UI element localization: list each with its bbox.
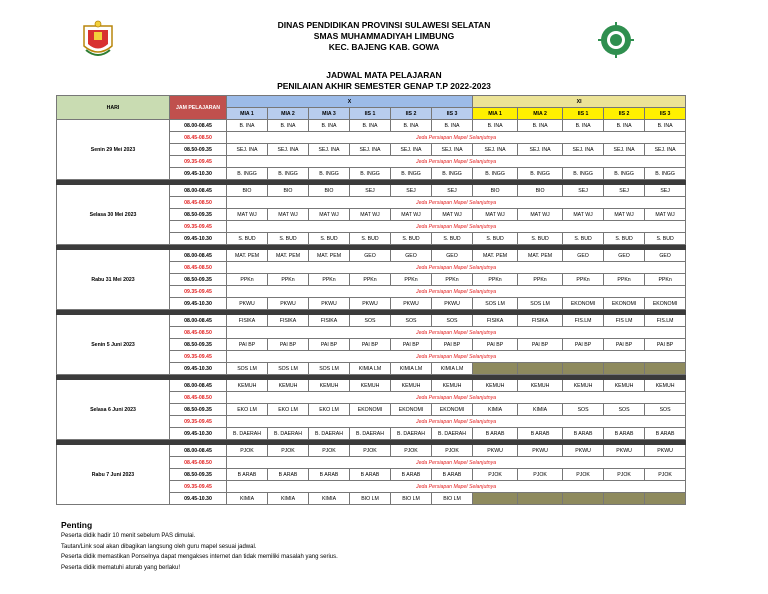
subject-cell: MAT WJ	[350, 209, 391, 221]
time-slot: 08.45-08.50	[170, 392, 227, 404]
empty-cell	[518, 493, 563, 505]
time-slot: 08.45-08.50	[170, 132, 227, 144]
exam-title: PENILAIAN AKHIR SEMESTER GENAP T.P 2022-2023	[277, 81, 491, 91]
subject-cell: EKO LM	[309, 404, 350, 416]
schedule-row	[57, 315, 686, 327]
subject-cell: S. BUD	[309, 233, 350, 245]
time-slot: 08.00-08.45	[170, 120, 227, 132]
subject-cell: PJOK	[518, 469, 563, 481]
subject-cell: PPKn	[473, 274, 518, 286]
subject-cell: KIMIA	[309, 493, 350, 505]
empty-cell	[518, 363, 563, 375]
empty-cell	[473, 493, 518, 505]
subject-cell: PPKn	[391, 274, 432, 286]
subject-cell: S. BUD	[268, 233, 309, 245]
class-header: IIS 3	[645, 108, 686, 120]
class-header: IIS 2	[604, 108, 645, 120]
subject-cell: SEJ	[604, 185, 645, 197]
subject-cell: PAI BP	[645, 339, 686, 351]
subject-cell: PAI BP	[518, 339, 563, 351]
subject-cell: EKO LM	[227, 404, 268, 416]
time-slot: 09.35-09.45	[170, 416, 227, 428]
notes-section	[61, 519, 338, 573]
subject-cell: FISIKA	[473, 315, 518, 327]
time-slot: 08.45-08.50	[170, 262, 227, 274]
subject-cell: SEJ. INA	[432, 144, 473, 156]
subject-cell: FIS LM	[604, 315, 645, 327]
subject-cell: MAT WJ	[391, 209, 432, 221]
empty-cell	[645, 493, 686, 505]
subject-cell: SOS	[563, 404, 604, 416]
subject-cell: B. DAERAH	[350, 428, 391, 440]
subject-cell: B. INGG	[645, 168, 686, 180]
time-slot: 08.50-09.35	[170, 339, 227, 351]
subject-cell: BIO	[518, 185, 563, 197]
grade-x-header: X	[227, 96, 473, 108]
subject-cell: S. BUD	[432, 233, 473, 245]
subject-cell: SEJ. INA	[227, 144, 268, 156]
subject-cell: B. INGG	[473, 168, 518, 180]
subject-cell: KEMUH	[563, 380, 604, 392]
subject-cell: B. INA	[227, 120, 268, 132]
day-label: Selasa 6 Juni 2023	[57, 380, 170, 440]
subject-cell: SOS	[391, 315, 432, 327]
hari-header: HARI	[57, 96, 170, 120]
subject-cell: B. INGG	[227, 168, 268, 180]
time-slot: 09.35-09.45	[170, 286, 227, 298]
day-label: Selasa 30 Mei 2023	[57, 185, 170, 245]
subject-cell: MAT WJ	[563, 209, 604, 221]
subject-cell: PPKn	[227, 274, 268, 286]
subject-cell: B. INA	[518, 120, 563, 132]
subject-cell: MAT WJ	[645, 209, 686, 221]
subject-cell: MAT. PEM	[268, 250, 309, 262]
class-header: MIA 3	[309, 108, 350, 120]
subject-cell: B ARAB	[350, 469, 391, 481]
subject-cell: KIMIA	[518, 404, 563, 416]
subject-cell: SOS	[645, 404, 686, 416]
break-note: Jeda Persiapan Mapel Selanjutnya	[227, 262, 686, 274]
break-note: Jeda Persiapan Mapel Selanjutnya	[227, 197, 686, 209]
note-item: Peserta didik mematuhi aturab yang berlaku!	[61, 564, 181, 571]
subject-cell: SEJ	[391, 185, 432, 197]
time-slot: 09.45-10.30	[170, 493, 227, 505]
subject-cell: PPKn	[350, 274, 391, 286]
subject-cell: PKWU	[350, 298, 391, 310]
subject-cell: B. DAERAH	[227, 428, 268, 440]
subject-cell: BIO LM	[391, 493, 432, 505]
subject-cell: KIMIA LM	[350, 363, 391, 375]
subject-cell: PPKn	[432, 274, 473, 286]
subject-cell: GEO	[604, 250, 645, 262]
break-note: Jeda Persiapan Mapel Selanjutnya	[227, 351, 686, 363]
subject-cell: PKWU	[473, 445, 518, 457]
subject-cell: B ARAB	[227, 469, 268, 481]
empty-cell	[563, 493, 604, 505]
subject-cell: PKWU	[432, 298, 473, 310]
subject-cell: SEJ. INA	[350, 144, 391, 156]
subject-cell: GEO	[645, 250, 686, 262]
subject-cell: SOS LM	[473, 298, 518, 310]
time-slot: 09.45-10.30	[170, 233, 227, 245]
agency-name: DINAS PENDIDIKAN PROVINSI SULAWESI SELATAN	[277, 20, 491, 30]
time-slot: 08.45-08.50	[170, 327, 227, 339]
schedule-row	[57, 120, 686, 132]
subject-cell: B. INGG	[309, 168, 350, 180]
subject-cell: PKWU	[645, 445, 686, 457]
time-slot: 08.50-09.35	[170, 274, 227, 286]
subject-cell: PPKn	[268, 274, 309, 286]
subject-cell: SOS	[350, 315, 391, 327]
day-label: Rabu 31 Mei 2023	[57, 250, 170, 310]
class-header: IIS 1	[563, 108, 604, 120]
school-address: KEC. BAJENG KAB. GOWA	[328, 42, 440, 52]
subject-cell: SEJ	[645, 185, 686, 197]
subject-cell: SOS	[604, 404, 645, 416]
subject-cell: S. BUD	[645, 233, 686, 245]
subject-cell: B. DAERAH	[268, 428, 309, 440]
subject-cell: S. BUD	[604, 233, 645, 245]
subject-cell: BIO	[473, 185, 518, 197]
time-slot: 08.45-08.50	[170, 457, 227, 469]
subject-cell: B. INGG	[350, 168, 391, 180]
break-note: Jeda Persiapan Mapel Selanjutnya	[227, 286, 686, 298]
letterhead	[0, 20, 768, 53]
subject-cell: EKONOMI	[391, 404, 432, 416]
subject-cell: B. INGG	[432, 168, 473, 180]
schedule-body	[57, 120, 686, 505]
time-slot: 08.50-09.35	[170, 469, 227, 481]
subject-cell: GEO	[432, 250, 473, 262]
subject-cell: SEJ. INA	[604, 144, 645, 156]
subject-cell: B ARAB	[391, 469, 432, 481]
subject-cell: KIMIA	[473, 404, 518, 416]
subject-cell: FISIKA	[227, 315, 268, 327]
class-header: MIA 1	[227, 108, 268, 120]
note-item: Tautan/Link soal akan dibagikan langsung oleh guru mapel sesuai jadwal.	[61, 543, 257, 550]
subject-cell: PAI BP	[227, 339, 268, 351]
subject-cell: MAT WJ	[309, 209, 350, 221]
subject-cell: B. DAERAH	[432, 428, 473, 440]
subject-cell: SEJ	[350, 185, 391, 197]
day-label: Rabu 7 Juni 2023	[57, 445, 170, 505]
subject-cell: B ARAB	[645, 428, 686, 440]
subject-cell: B ARAB	[473, 428, 518, 440]
subject-cell: SEJ. INA	[268, 144, 309, 156]
subject-cell: FISIKA	[309, 315, 350, 327]
subject-cell: KEMUH	[645, 380, 686, 392]
jam-header: JAM PELAJARAN	[170, 96, 227, 120]
subject-cell: EKONOMI	[563, 298, 604, 310]
subject-cell: GEO	[391, 250, 432, 262]
subject-cell: B. INGG	[604, 168, 645, 180]
subject-cell: EKONOMI	[350, 404, 391, 416]
subject-cell: PAI BP	[563, 339, 604, 351]
exam-schedule-table	[56, 95, 686, 505]
subject-cell: S. BUD	[518, 233, 563, 245]
subject-cell: B ARAB	[604, 428, 645, 440]
class-header: IIS 1	[350, 108, 391, 120]
time-slot: 08.00-08.45	[170, 380, 227, 392]
subject-cell: B ARAB	[432, 469, 473, 481]
time-slot: 08.00-08.45	[170, 445, 227, 457]
time-slot: 08.50-09.35	[170, 404, 227, 416]
subject-cell: PJOK	[645, 469, 686, 481]
empty-cell	[473, 363, 518, 375]
subject-cell: S. BUD	[563, 233, 604, 245]
subject-cell: MAT WJ	[227, 209, 268, 221]
subject-cell: SOS	[432, 315, 473, 327]
class-header: IIS 2	[391, 108, 432, 120]
subject-cell: KEMUH	[432, 380, 473, 392]
subject-cell: EKONOMI	[645, 298, 686, 310]
subject-cell: KEMUH	[227, 380, 268, 392]
class-header: MIA 2	[268, 108, 309, 120]
note-item: Peserta didik memastikan Ponselnya dapat mengakses internet dan tidak memiliki masalah yang serius.	[61, 554, 338, 560]
subject-cell: B ARAB	[268, 469, 309, 481]
day-label: Senin 29 Mei 2023	[57, 120, 170, 180]
empty-cell	[645, 363, 686, 375]
subject-cell: PKWU	[604, 445, 645, 457]
subject-cell: PKWU	[563, 445, 604, 457]
time-slot: 09.45-10.30	[170, 363, 227, 375]
subject-cell: PPKn	[604, 274, 645, 286]
subject-cell: B ARAB	[518, 428, 563, 440]
subject-cell: B. DAERAH	[391, 428, 432, 440]
subject-cell: PJOK	[309, 445, 350, 457]
subject-cell: S. BUD	[473, 233, 518, 245]
subject-cell: GEO	[563, 250, 604, 262]
subject-cell: GEO	[350, 250, 391, 262]
subject-cell: B. INA	[604, 120, 645, 132]
subject-cell: PKWU	[518, 445, 563, 457]
subject-cell: S. BUD	[227, 233, 268, 245]
subject-cell: B. INA	[645, 120, 686, 132]
subject-cell: PAI BP	[268, 339, 309, 351]
subject-cell: MAT. PEM	[473, 250, 518, 262]
subject-cell: PJOK	[227, 445, 268, 457]
empty-cell	[604, 493, 645, 505]
subject-cell: PKWU	[227, 298, 268, 310]
subject-cell: KEMUH	[604, 380, 645, 392]
subject-cell: SEJ. INA	[518, 144, 563, 156]
subject-cell: FIS.LM	[645, 315, 686, 327]
subject-cell: BIO LM	[350, 493, 391, 505]
subject-cell: PJOK	[604, 469, 645, 481]
subject-cell: SOS LM	[268, 363, 309, 375]
subject-cell: B. INGG	[518, 168, 563, 180]
subject-cell: MAT. PEM	[518, 250, 563, 262]
subject-cell: SOS LM	[309, 363, 350, 375]
time-slot: 09.45-10.30	[170, 168, 227, 180]
subject-cell: MAT WJ	[473, 209, 518, 221]
subject-cell: PJOK	[350, 445, 391, 457]
subject-cell: SEJ. INA	[391, 144, 432, 156]
subject-cell: PJOK	[563, 469, 604, 481]
subject-cell: PPKn	[645, 274, 686, 286]
break-note: Jeda Persiapan Mapel Selanjutnya	[227, 156, 686, 168]
subject-cell: B. INA	[563, 120, 604, 132]
schedule-row	[57, 380, 686, 392]
time-slot: 08.00-08.45	[170, 185, 227, 197]
subject-cell: PJOK	[268, 445, 309, 457]
empty-cell	[563, 363, 604, 375]
subject-cell: SEJ. INA	[473, 144, 518, 156]
subject-cell: PPKn	[563, 274, 604, 286]
subject-cell: MAT WJ	[604, 209, 645, 221]
time-slot: 09.35-09.45	[170, 156, 227, 168]
time-slot: 09.35-09.45	[170, 481, 227, 493]
subject-cell: SEJ. INA	[309, 144, 350, 156]
subject-cell: MAT WJ	[268, 209, 309, 221]
empty-cell	[604, 363, 645, 375]
subject-cell: KEMUH	[268, 380, 309, 392]
subject-cell: B. INA	[309, 120, 350, 132]
grade-xi-header: XI	[473, 96, 686, 108]
subject-cell: PJOK	[391, 445, 432, 457]
subject-cell: B. INGG	[563, 168, 604, 180]
subject-cell: PAI BP	[350, 339, 391, 351]
subject-cell: KEMUH	[350, 380, 391, 392]
subject-cell: EKO LM	[268, 404, 309, 416]
school-name: SMAS MUHAMMADIYAH LIMBUNG	[313, 31, 455, 41]
time-slot: 08.50-09.35	[170, 209, 227, 221]
subject-cell: B. INGG	[391, 168, 432, 180]
subject-cell: PPKn	[309, 274, 350, 286]
subject-cell: PPKn	[518, 274, 563, 286]
subject-cell: SEJ	[432, 185, 473, 197]
subject-cell: MAT. PEM	[309, 250, 350, 262]
subject-cell: B. INA	[473, 120, 518, 132]
subject-cell: BIO	[268, 185, 309, 197]
subject-cell: BIO	[227, 185, 268, 197]
subject-cell: KEMUH	[518, 380, 563, 392]
class-header: MIA 2	[518, 108, 563, 120]
subject-cell: B. INA	[268, 120, 309, 132]
break-note: Jeda Persiapan Mapel Selanjutnya	[227, 221, 686, 233]
break-note: Jeda Persiapan Mapel Selanjutnya	[227, 457, 686, 469]
time-slot: 08.00-08.45	[170, 315, 227, 327]
break-note: Jeda Persiapan Mapel Selanjutnya	[227, 327, 686, 339]
notes-title: Penting	[61, 520, 93, 530]
subject-cell: EKONOMI	[604, 298, 645, 310]
subject-cell: FISIKA	[268, 315, 309, 327]
schedule-row	[57, 185, 686, 197]
subject-cell: FIS.LM	[563, 315, 604, 327]
class-header: MIA 1	[473, 108, 518, 120]
day-label: Senin 5 Juni 2023	[57, 315, 170, 375]
time-slot: 09.35-09.45	[170, 351, 227, 363]
subject-cell: PJOK	[473, 469, 518, 481]
time-slot: 09.45-10.30	[170, 298, 227, 310]
subject-cell: PAI BP	[604, 339, 645, 351]
time-slot: 08.00-08.45	[170, 250, 227, 262]
subject-cell: SEJ. INA	[563, 144, 604, 156]
subject-cell: PKWU	[391, 298, 432, 310]
subject-cell: S. BUD	[391, 233, 432, 245]
subject-cell: B. INA	[432, 120, 473, 132]
subject-cell: KIMIA	[268, 493, 309, 505]
subject-cell: PAI BP	[473, 339, 518, 351]
subject-cell: B. INGG	[268, 168, 309, 180]
subject-cell: BIO LM	[432, 493, 473, 505]
schedule-title: JADWAL MATA PELAJARAN	[326, 70, 442, 80]
subject-cell: S. BUD	[350, 233, 391, 245]
subject-cell: SEJ	[563, 185, 604, 197]
subject-cell: KIMIA LM	[432, 363, 473, 375]
subject-cell: MAT WJ	[518, 209, 563, 221]
break-note: Jeda Persiapan Mapel Selanjutnya	[227, 132, 686, 144]
time-slot: 09.35-09.45	[170, 221, 227, 233]
subject-cell: PJOK	[432, 445, 473, 457]
subject-cell: MAT. PEM	[227, 250, 268, 262]
subject-cell: SEJ. INA	[645, 144, 686, 156]
subject-cell: KEMUH	[309, 380, 350, 392]
subject-cell: KEMUH	[473, 380, 518, 392]
schedule-row	[57, 445, 686, 457]
subject-cell: MAT WJ	[432, 209, 473, 221]
subject-cell: PKWU	[268, 298, 309, 310]
subject-cell: PAI BP	[309, 339, 350, 351]
subject-cell: B. DAERAH	[309, 428, 350, 440]
schedule-row	[57, 250, 686, 262]
subject-cell: EKONOMI	[432, 404, 473, 416]
time-slot: 08.45-08.50	[170, 197, 227, 209]
break-note: Jeda Persiapan Mapel Selanjutnya	[227, 416, 686, 428]
subject-cell: B ARAB	[563, 428, 604, 440]
subject-cell: PKWU	[309, 298, 350, 310]
break-note: Jeda Persiapan Mapel Selanjutnya	[227, 392, 686, 404]
subject-cell: B ARAB	[309, 469, 350, 481]
subject-cell: KIMIA LM	[391, 363, 432, 375]
note-item: Peserta didik hadir 10 menit sebelum PAS dimulai.	[61, 533, 196, 539]
time-slot: 09.45-10.30	[170, 428, 227, 440]
break-note: Jeda Persiapan Mapel Selanjutnya	[227, 481, 686, 493]
time-slot: 08.50-09.35	[170, 144, 227, 156]
class-header: IIS 3	[432, 108, 473, 120]
subject-cell: B. INA	[391, 120, 432, 132]
subject-cell: SOS LM	[518, 298, 563, 310]
subject-cell: KIMIA	[227, 493, 268, 505]
subject-cell: PAI BP	[432, 339, 473, 351]
subject-cell: SOS LM	[227, 363, 268, 375]
subject-cell: FISIKA	[518, 315, 563, 327]
subject-cell: KEMUH	[391, 380, 432, 392]
document-title	[0, 70, 768, 92]
subject-cell: PAI BP	[391, 339, 432, 351]
subject-cell: BIO	[309, 185, 350, 197]
subject-cell: B. INA	[350, 120, 391, 132]
